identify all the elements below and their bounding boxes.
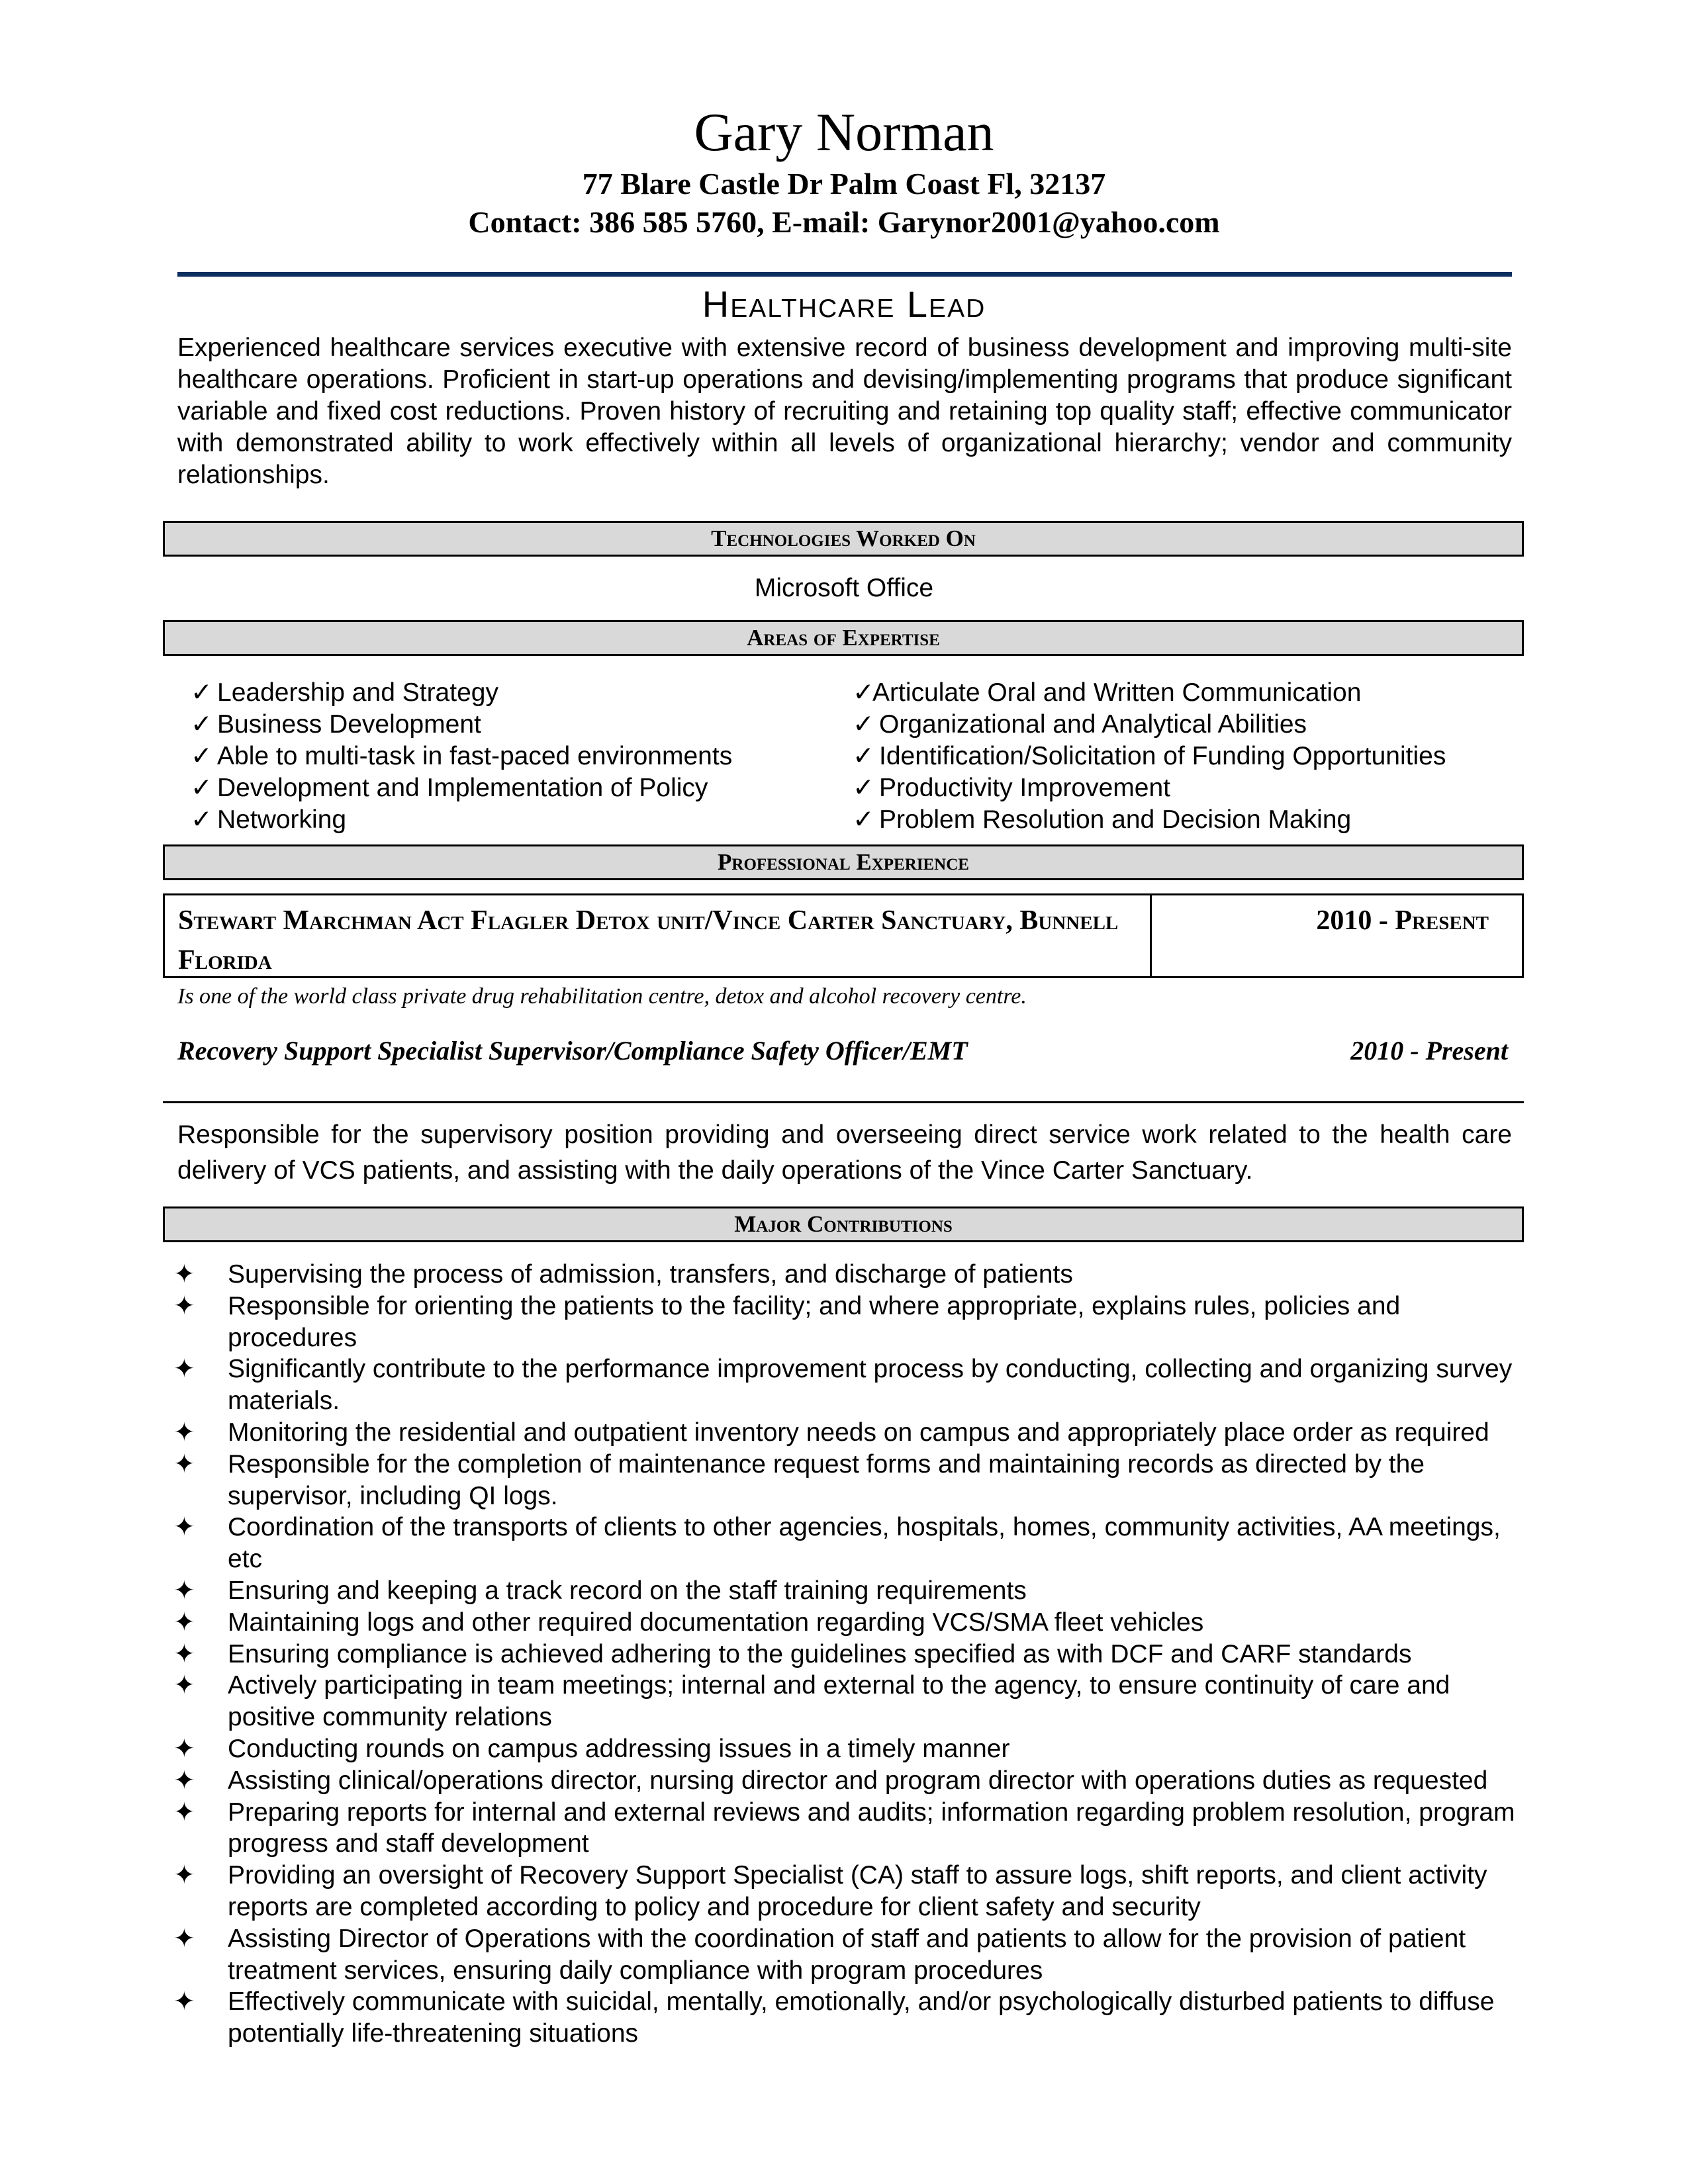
list-item: ✦ Maintaining logs and other required documentation regarding VCS/SMA fleet vehicles [173, 1607, 1524, 1639]
employer-dates: 2010 - Present [1316, 905, 1489, 936]
section-header-technologies: Technologies Worked On [163, 521, 1524, 557]
checkmark-icon: ✓ [853, 742, 874, 770]
expertise-item: ✓ Networking [191, 804, 732, 836]
list-item: ✦ Ensuring compliance is achieved adhering to the guidelines specified as with DCF and CARF standards [173, 1639, 1524, 1670]
star-bullet-icon: ✦ [173, 1513, 195, 1542]
expertise-column-right [853, 677, 1446, 836]
checkmark-icon: ✓ [853, 678, 874, 707]
employer-description: Is one of the world class private drug rehabilitation centre, detox and alcohol recovery centre. [177, 984, 1027, 1009]
checkmark-icon: ✓ [853, 710, 874, 739]
expertise-item: ✓ Organizational and Analytical Abilities [853, 709, 1446, 741]
star-bullet-icon: ✦ [173, 1766, 195, 1795]
job-title: Recovery Support Specialist Supervisor/Compliance Safety Officer/EMT [177, 1036, 968, 1066]
star-bullet-icon: ✦ [173, 1734, 195, 1763]
star-bullet-icon: ✦ [173, 1608, 195, 1637]
role-divider [163, 1101, 1524, 1103]
checkmark-icon: ✓ [853, 774, 874, 802]
checkmark-icon: ✓ [191, 805, 212, 834]
section-header-expertise: Areas of Expertise [163, 620, 1524, 656]
expertise-item: ✓ Business Development [191, 709, 732, 741]
section-header-experience: Professional Experience [163, 844, 1524, 880]
star-bullet-icon: ✦ [173, 1576, 195, 1605]
list-item: ✦ Preparing reports for internal and external reviews and audits; information regarding problem resolution, program progress and staff development [173, 1797, 1515, 1858]
list-item: ✦ Actively participating in team meetings; internal and external to the agency, to ensure continuity of care and positive community relations [173, 1671, 1450, 1732]
expertise-item: ✓ Problem Resolution and Decision Making [853, 804, 1446, 836]
star-bullet-icon: ✦ [173, 1291, 195, 1320]
star-bullet-icon: ✦ [173, 1671, 195, 1700]
list-item: ✦ Ensuring and keeping a track record on the staff training requirements [173, 1575, 1524, 1607]
checkmark-icon: ✓ [191, 710, 212, 739]
list-item: ✦ Effectively communicate with suicidal, mentally, emotionally, and/or psychologically disturbed patients to diffuse potentially life-threatening situations [173, 1987, 1495, 2048]
role-responsibility: Responsible for the supervisory position providing and overseeing direct service work related to the health care delivery of VCS patients, and assisting with the daily operations of the Vince Carter Sanctuary. [177, 1120, 1512, 1185]
list-item: ✦ Coordination of the transports of clients to other agencies, hospitals, homes, community activities, AA meetings, etc [173, 1513, 1501, 1574]
expertise-column-left [191, 677, 732, 836]
contact-info: Contact: 386 585 5760, E-mail: Garynor2001@yahoo.com [468, 205, 1220, 239]
list-item: ✦ Conducting rounds on campus addressing issues in a timely manner [173, 1733, 1524, 1765]
list-item: ✦ Assisting Director of Operations with the coordination of staff and patients to allow for the provision of patient treatment services, ensuring daily compliance with program procedures [173, 1924, 1466, 1985]
expertise-item: ✓ Development and Implementation of Policy [191, 772, 732, 804]
checkmark-icon: ✓ [191, 774, 212, 802]
star-bullet-icon: ✦ [173, 1797, 195, 1827]
checkmark-icon: ✓ [191, 678, 212, 707]
list-item: ✦ Assisting clinical/operations director, nursing director and program director with operations duties as requested [173, 1765, 1524, 1797]
section-header-contributions: Major Contributions [163, 1206, 1524, 1242]
expertise-item: ✓ Leadership and Strategy [191, 677, 732, 709]
employer-table [163, 893, 1524, 978]
headline: Healthcare Lead [702, 283, 986, 325]
checkmark-icon: ✓ [853, 805, 874, 834]
checkmark-icon: ✓ [191, 742, 212, 770]
star-bullet-icon: ✦ [173, 1987, 195, 2017]
header-divider [177, 272, 1512, 277]
list-item: ✦ Responsible for orienting the patients to the facility; and where appropriate, explains rules, policies and procedures [173, 1291, 1401, 1352]
expertise-item: ✓ Productivity Improvement [853, 772, 1446, 804]
list-item: ✦ Responsible for the completion of maintenance request forms and maintaining records as directed by the supervisor, including QI logs. [173, 1449, 1425, 1510]
expertise-item: ✓Articulate Oral and Written Communication [853, 677, 1446, 709]
star-bullet-icon: ✦ [173, 1449, 195, 1479]
table-divider [1150, 895, 1152, 976]
star-bullet-icon: ✦ [173, 1924, 195, 1953]
star-bullet-icon: ✦ [173, 1418, 195, 1447]
star-bullet-icon: ✦ [173, 1861, 195, 1890]
list-item: ✦ Monitoring the residential and outpatient inventory needs on campus and appropriately place order as required [173, 1417, 1524, 1449]
contributions-list [173, 1259, 1524, 2050]
employer-name: Stewart Marchman Act Flagler Detox unit/Vince Carter Sanctuary, Bunnell Florida [178, 905, 1119, 976]
job-dates: 2010 - Present [1350, 1036, 1508, 1066]
technology-item: Microsoft Office [754, 574, 934, 602]
list-item: ✦ Supervising the process of admission, transfers, and discharge of patients [173, 1259, 1524, 1291]
star-bullet-icon: ✦ [173, 1639, 195, 1668]
list-item: ✦ Providing an oversight of Recovery Support Specialist (CA) staff to assure logs, shift reports, and client activity reports are completed according to policy and procedure for client safety and security [173, 1861, 1487, 1921]
address: 77 Blare Castle Dr Palm Coast Fl, 32137 [582, 167, 1106, 201]
list-item: ✦ Significantly contribute to the performance improvement process by conducting, collecting and organizing survey materials. [173, 1355, 1513, 1416]
star-bullet-icon: ✦ [173, 1260, 195, 1289]
expertise-item: ✓ Identification/Solicitation of Funding Opportunities [853, 741, 1446, 772]
star-bullet-icon: ✦ [173, 1355, 195, 1384]
summary: Experienced healthcare services executive with extensive record of business development and improving multi-site healthcare operations. Proficient in start-up operations and devising/implementing programs that produce significant variable and fixed cost reductions. Proven history of recruiting and retaining top quality staff; effective communicator with demonstrated ability to work effectively within all levels of organizational hierarchy; vendor and community relationships. [177, 334, 1512, 489]
candidate-name: Gary Norman [694, 102, 994, 162]
expertise-item: ✓ Able to multi-task in fast-paced environments [191, 741, 732, 772]
